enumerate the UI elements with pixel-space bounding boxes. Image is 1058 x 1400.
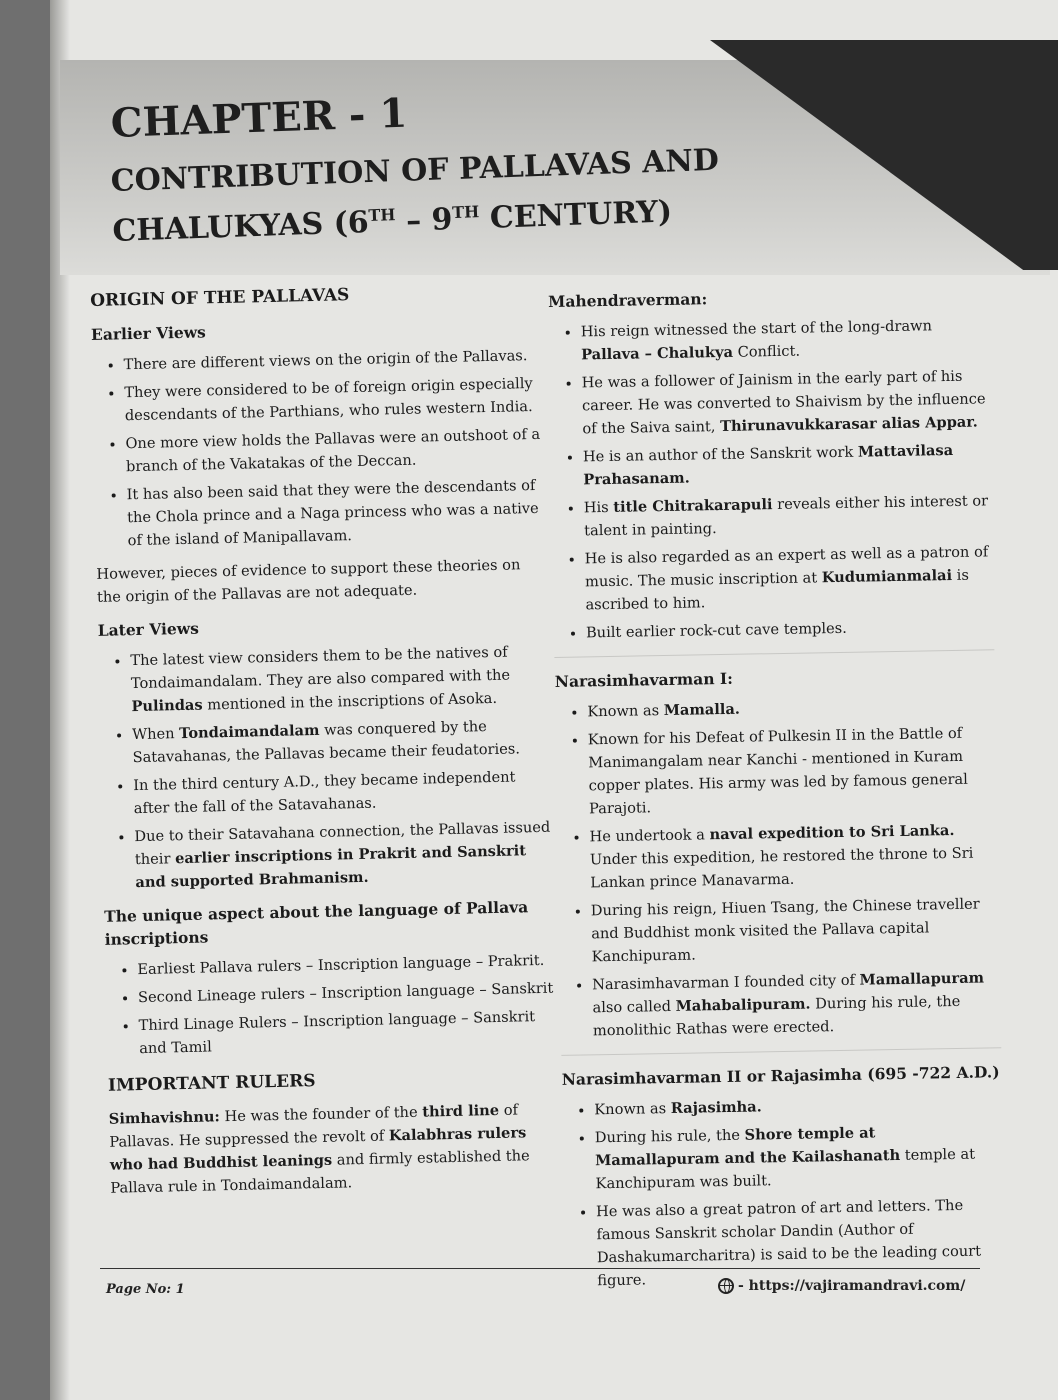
list-item: • Known as Mamalla. [587,693,995,723]
narasimhavarman-1-heading: Narasimhavarman I: [554,668,734,691]
list-item: • Earliest Pallava rulers – Inscription language – Prakrit. [137,949,553,981]
earlier-views-heading: Earlier Views [90,322,206,344]
list-item: • Third Linage Rulers – Inscription language – Sanskrit and Tamil [138,1005,555,1060]
list-item: • It has also been said that they were the descendants of the Chola prince and a Naga princess who was a native of the island of Manipallavam. [126,474,543,552]
footer-rule [100,1268,980,1269]
mahendraverman-list [549,313,995,645]
globe-icon [718,1278,734,1294]
unique-aspect-list [105,949,555,1061]
list-item: • Known for his Defeat of Pulkesin II in the Battle of Manimangalam near Kanchi - mentioned in Kuram copper plates. His army was led by famous general Parajoti. [588,721,998,820]
later-views-heading: Later Views [97,618,200,640]
title-line-2a: CHALUKYAS (6 [111,205,370,249]
mahendraverman-heading: Mahendraverman: [548,289,708,311]
title-line-2c: CENTURY) [478,194,673,237]
simhavishnu-paragraph: Simhavishnu: He was the founder of the third line of Pallavas. He suppressed the revolt of Kalabhras rulers who had Buddhist leanings and firmly established the Pallava rule in Tondaimandalam. [108,1101,530,1197]
list-item: • Due to their Satavahana connection, the Pallavas issued their earlier inscriptions in Prakrit and Sanskrit and supported Brahmanism. [134,816,551,894]
list-item: • During his reign, Hiuen Tsang, the Chinese traveller and Buddhist monk visited the Pallava capital Kanchipuram. [591,892,1000,968]
right-column [548,282,1006,1303]
page-number: Page No: 1 [106,1282,185,1297]
list-item: • He is an author of the Sanskrit work Mattavilasa Prahasanam. [583,438,992,491]
list-item: • The latest view considers them to be the natives of Tondaimandalam. They are also compared with the Pulindas mentioned in the inscriptions of Asoka. [130,640,547,718]
list-item: • His reign witnessed the start of the long-drawn Pallava – Chalukya Conflict. [581,313,990,366]
narasimhavarman-2-list [562,1091,1005,1293]
left-column [90,280,559,1210]
list-item: • They were considered to be of foreign origin especially descendants of the Parthians, who rules western India. [124,372,541,427]
title-line-2b: – 9 [395,202,454,240]
list-item: • Second Lineage rulers – Inscription language – Sanskrit [138,977,554,1009]
title-sup-1: TH [368,205,396,226]
list-item: • Known as Rajasimha. [594,1091,1002,1121]
website-link[interactable] [718,1278,965,1294]
list-item: • He was also a great patron of art and letters. The famous Sanskrit scholar Dandin (Author of Dashakumarcharitra) is said to be the leading court figure. [596,1193,1006,1292]
list-item: • He is also regarded as an expert as well as a patron of music. The music inscription at Kudumianmalai is ascribed to him. [584,540,993,616]
list-item: • During his rule, the Shore temple at Mamallapuram and the Kailashanath temple at Kanchipuram was built. [595,1119,1004,1195]
website-url[interactable]: - https://vajiramandravi.com/ [738,1278,966,1294]
narasimhavarman-1-list [555,693,1001,1043]
however-paragraph: However, pieces of evidence to support these theories on the origin of the Pallavas are not adequate. [96,556,521,606]
list-item: • Built earlier rock-cut cave temples. [586,614,994,644]
title-line-1: CONTRIBUTION OF PALLAVAS AND [110,142,720,199]
list-item: • He undertook a naval expedition to Sri Lanka. Under this expedition, he restored the throne to Sri Lankan prince Manavarma. [589,818,998,894]
unique-aspect-heading: The unique aspect about the language of Pallava inscriptions [103,897,529,949]
title-sup-2: TH [451,202,480,223]
origin-heading: ORIGIN OF THE PALLAVAS [90,285,350,311]
earlier-views-list [91,344,543,553]
important-rulers-heading: IMPORTANT RULERS [107,1071,316,1096]
list-item: • One more view holds the Pallavas were an outshoot of a branch of the Vakatakas of the Deccan. [125,423,542,478]
list-item: • He was a follower of Jainism in the early part of his career. He was converted to Shaivism by the influence of the Saiva saint, Thirunavukkarasar alias Appar. [581,364,990,440]
chapter-number: CHAPTER - 1 [110,89,408,147]
section-divider [554,649,994,658]
narasimhavarman-2-heading: Narasimhavarman II or Rajasimha (695 -722 A.D.) [561,1062,1000,1089]
list-item: • When Tondaimandalam was conquered by the Satavahanas, the Pallavas became their feudatories. [132,714,549,769]
section-divider [561,1047,1001,1056]
list-item: • In the third century A.D., they became independent after the fall of the Satavahanas. [133,765,550,820]
book-page [50,0,1058,1400]
later-views-list [98,640,551,895]
list-item: • His title Chitrakarapuli reveals either his interest or talent in painting. [584,489,993,542]
list-item: • There are different views on the origin of the Pallavas. [123,344,539,376]
list-item: • Narasimhavarman I founded city of Mamallapuram also called Mahabalipuram. During his rule, the monolithic Rathas were erected. [592,966,1001,1042]
